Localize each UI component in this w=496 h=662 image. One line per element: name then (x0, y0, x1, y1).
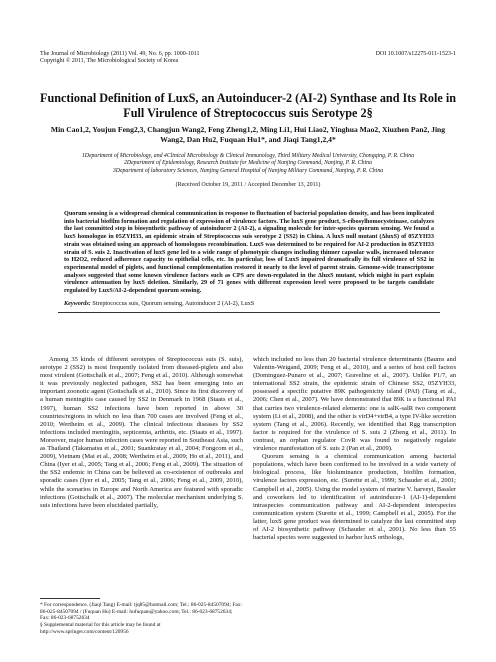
journal-header (40, 51, 456, 66)
affiliation-2: 2Department of Epidemiology, Research Institute for Medicine of Nanjing Command, Nanjing, P. R. China (124, 160, 372, 167)
intro-paragraph-2: which included no less than 20 bacterial virulence determinants (Baums and Valentin-Weigand, 2009; Feng et al., 2010), and a series of host cell factors (Dominguez-Punaro et al., 2007; Graveline et al., 2007). Unlike P1/7, an international SS2 strain, the epidemic strain of Chinese SS2, 05ZYH33, possessed a specific putative 89K pathogenicity island (PAI) (Tang et al., 2006; Chen et al., 2007). We have demonstrated that 89K is a functional PAI that carries two virulence-related elements: one is salK-salR two component system (Li et al., 2008), and the other is virD4+virB4, a type IV-like secretion system (Tang et al., 2006). Recently, we identified that Rgg transcription factor is required for the virulence of S. suis 2 (Zheng et al., 2011). In contrast, an orphan regulator CovR was found to negatively regulate virulence manifestation of S. suis 2 (Pan et al., 2009). (253, 356, 456, 453)
abstract-box (58, 202, 440, 313)
keywords-label: Keywords: (64, 299, 91, 307)
footnotes (40, 602, 243, 636)
affiliation-1: 1Department of Microbiology, and 4Clinical Microbiology & Clinical Immunology, Third Military Medical University, Chongqing, P. R. China (81, 153, 415, 159)
supplemental-footnote: § Supplemental material for this article may be found at http://www.springer.com/content/120956 (40, 622, 161, 635)
intro-paragraph-1: Among 35 kinds of different serotypes of Streptococcus suis (S. suis), serotype 2 (SS2) is most frequently isolated from diseased-piglets and also most virulent (Gottschalk et al., 2007; Feng et al., 2010). Although somewhat it was previously neglected pathogen, SS2 has been emerging into an important zoonotic agent (Gottschalk et al., 2010). Since its first discovery of a human meningitis case caused by SS2 in Denmark in 1968 (Staats et al., 1997), human SS2 infections have been reported in above 30 countries/regions in which no less than 700 cases are involved (Feng et al., 2010; Wertheim et al., 2009). The clinical infectious diseases by SS2 infections included meningitis, septicemia, arthritis, etc. (Staats et al., 1997). Moreover, major human infection cases were reported in Southeast Asia, such as Thailand (Takamatsu et al., 2001; Suankratay et al., 2004; Fongcom et al., 2009), Vietnam (Mai et al., 2008; Wertheim et al., 2009; Ho et al., 2011), and China (Iyer et al., 2005; Tang et al., 2006; Feng et al., 2009). The situation of the SS2 endemic in China can be believed as co-existence of outbreaks and sporadic cases (Iyer et al., 2005; Tang et al., 2006; Feng et al., 2009, 2010), while the scenarios in Europe and North America are featured with sporadic infections (Gottschalk et al., 2007). The molecular mechanism underlying S. suis infections have been elucidated partially, (40, 356, 243, 509)
body-column-right (253, 356, 456, 542)
intro-paragraph-3: Quorum sensing is a chemical communication among bacterial populations, which have been confirmed to be involved in a wide variety of biological process, like bioluminance production, biofilm formation, virulence factors expression, etc. (Surette et al., 1999; Schauder et al., 2001; Campbell et al., 2005). Using the model system of marine V. harveyi, Bassler and coworkers led to identification of autoinducer-1 (AI-1)-dependent intraspecies communication pathway and AI-2-dependent interspecies communication system (Surette et al., 1999; Campbell et al., 2005). For the latter, luxS gene product was determined to catalyze the last committed step of AI-2 biosynthetic pathway (Schauder et al., 2001). No less than 55 bacterial species were suggested to harbor luxS orthologs, (253, 453, 456, 542)
doi-label[interactable]: DOI 10.1007/s12275-011-1523-1 (375, 51, 456, 57)
footnote-divider (40, 598, 100, 599)
author-list: Min Cao1,2, Youjun Feng2,3, Changjun Wang2, Feng Zheng1,2, Ming Li1, Hui Liao2, Yinghua Mao2, Xiuzhen Pan2, Jing Wang2, Dan Hu2, Fuquan Hu1*, and Jiaqi Tang1,2,4* (50, 125, 446, 144)
keywords-text: Streptococcus suis, Quorum sensing, Autoinducer 2 (AI-2), LuxS (92, 299, 255, 307)
keywords-line (64, 300, 434, 308)
journal-citation: The Journal of Microbiology (2011) Vol. 49, No. 6, pp. 1000-1011 (40, 51, 200, 57)
copyright-line: Copyright © 2011, The Microbiological Society of Korea (40, 58, 179, 65)
received-dates: (Received October 19, 2011 / Accepted December 13, 2011) (175, 182, 321, 188)
affiliations (40, 153, 456, 175)
abstract-text: Quorum sensing is a widespread chemical communication in response to fluctuation of bacterial population density, and has been implicated into bacterial biofilm formation and regulation of expression of virulence factors. The luxS gene product, S-ribosylhomocysteinase, catalyzes the last committed step in biosynthetic pathway of autoinducer 2 (AI-2), a signaling molecule for inter-species quorum sensing. We found a luxS homologue in 05ZYH33, an epidemic strain of Streptococcus suis serotype 2 (SS2) in China. A luxS null mutant (ΔluxS) of 05ZYH33 strain was obtained using an approach of homologous recombination. LuxS was determined to be required for AI-2 production in 05ZYH33 strain of S. suis 2. Inactivation of luxS gene led to a wide range of phenotypic changes including thinner capsular walls, increased tolerance to H2O2, reduced adherence capacity to epithelial cells, etc. In particular, loss of LuxS impaired dramatically its full virulence of SS2 in experimental model of piglets, and functional complementation restored it nearly to the level of parent strain. Genome-wide transcriptome analyses suggested that some known virulence factors such as CPS are down-regulated in the ΔluxS mutant, which might in part explain virulence attenuation by luxS deletion. Similarly, 29 of 71 genes with different expression level were proposed to be targets candidate regulated by LuxS/AI-2-dependent quorum sensing. (64, 210, 434, 295)
article-title: Functional Definition of LuxS, an Autoinducer-2 (AI-2) Synthase and Its Role in Full Virulence of Streptococcus suis Serotype 2§ (40, 91, 457, 120)
affiliation-3: 3Department of laboratory Sciences, Nanjing General Hospital of Nanjing Military Command, Nanjing, P. R. China (112, 167, 384, 174)
correspondence-footnote: * For correspondence. (Jiaqi Tang) E-mail: tjq85@hotmail.com; Tel.: 86-025-84507094; Fax: 86-025-84507094 / (Fuquan Hu) E-mail: hufuquan@yahoo.com; Tel.: 86-023-68752634; Fax: 86-023-68752634 (40, 602, 242, 622)
body-column-left (40, 356, 243, 510)
